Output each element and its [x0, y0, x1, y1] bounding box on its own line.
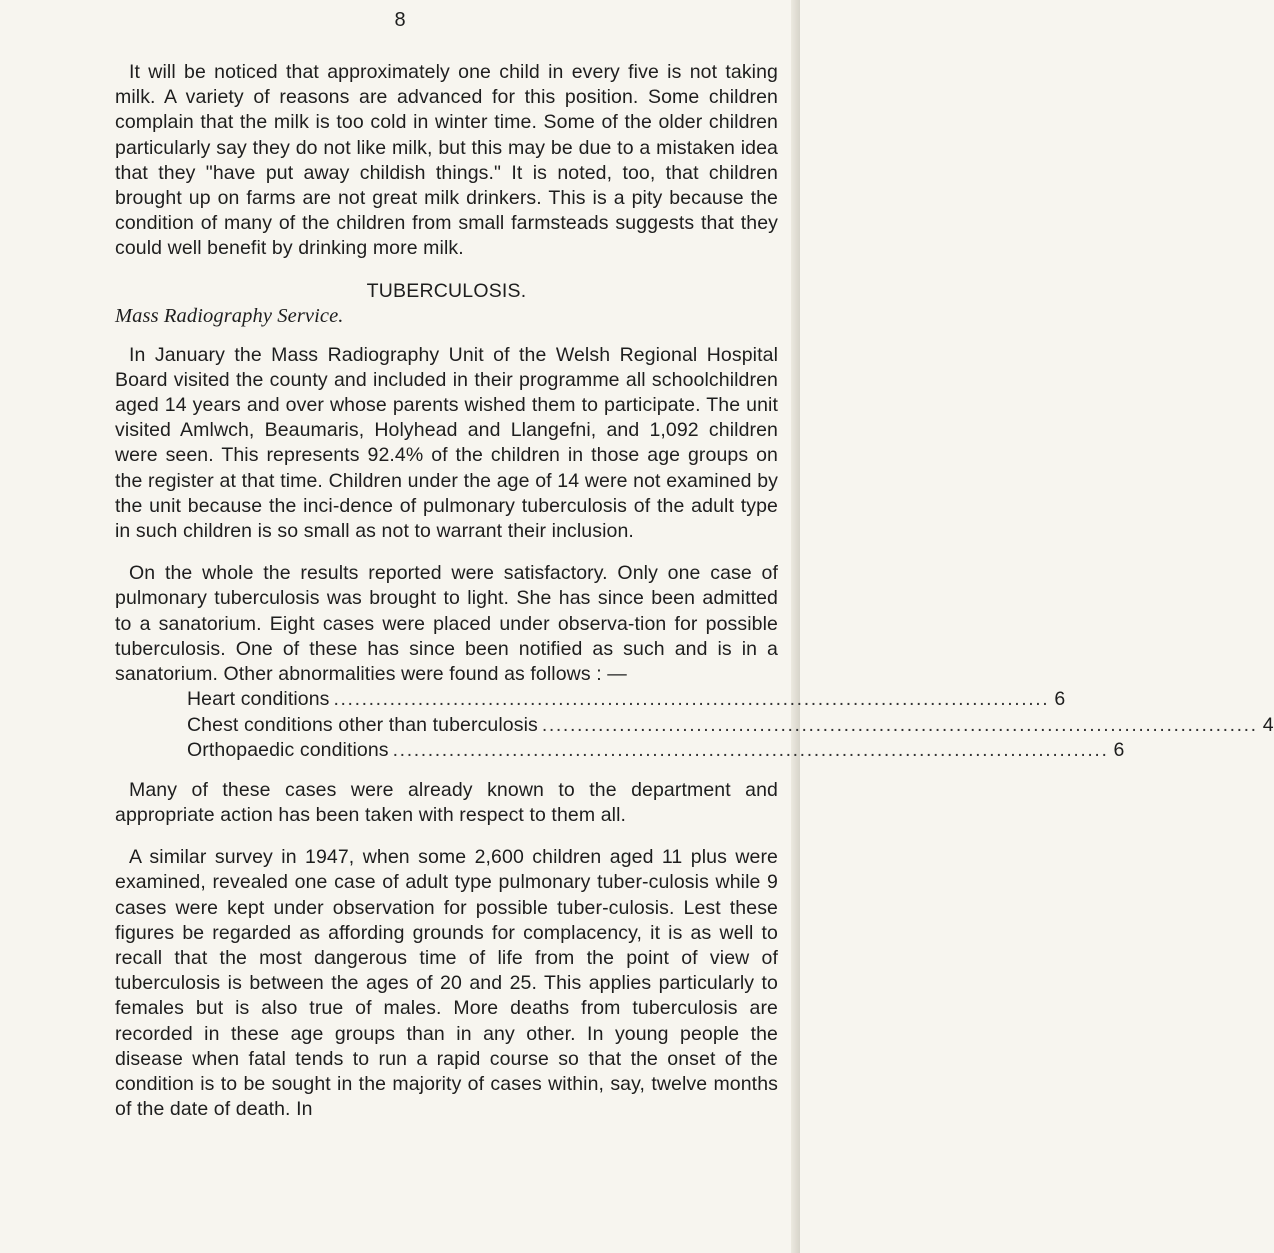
intro-paragraph: It will be noticed that approximately one child in every five is not taking milk. A variety of reasons are advanced for this position. Some children complain that the milk is too cold in winter time. Some of the older children particularly say they do not like milk, but this may be due to a mistaken idea that they "have put away childish things." It is noted, too, that children brought up on farms are not great milk drinkers. This is a pity because the condition of many of the children from small farmsteads suggests that they could well benefit by drinking more milk.	[115, 61, 778, 260]
paragraph-mass-radiography: In January the Mass Radiography Unit of the Welsh Regional Hospital Board visited the county and included in their programme all schoolchildren aged 14 years and over whose parents wished them to participate. The unit visited Amlwch, Beaumaris, Holyhead and Llangefni, and 1,092 children were seen. This represents 92.4% of the children in those age groups on the register at that time. Children under the age of 14 were not examined by the unit because the inci-dence of pulmonary tuberculosis of the adult type in such children is so small as not to warrant their inclusion.	[115, 343, 778, 543]
list-item	[187, 687, 1066, 713]
spacer	[115, 828, 778, 845]
list-item-label: Chest conditions other than tuberculosis	[187, 713, 538, 736]
section-heading: TUBERCULOSIS.	[366, 279, 527, 302]
subsection-heading: Mass Radiography Service.	[115, 304, 344, 327]
spacer	[115, 764, 778, 778]
list-item-label: Heart conditions	[187, 688, 330, 711]
spacer	[115, 262, 778, 279]
list-item-value: 6	[1113, 739, 1125, 762]
paragraph-1947-survey: A similar survey in 1947, when some 2,600 children aged 11 plus were examined, revealed one case of adult type pulmonary tuber-culosis while 9 cases were kept under observation for possible tuber-culosis. Lest these figures be regarded as affording grounds for complacency, it is as well to recall that the most dangerous time of life from the point of view of tuberculosis is between the ages of 20 and 25. This applies particularly to females but is also true of males. More deaths from tuberculosis are recorded in these age groups than in any other. In young people the disease when fatal tends to run a rapid course so that the onset of the condition is to be sought in the majority of cases within, say, twelve months of the date of death. In	[115, 846, 778, 1121]
dot-leader: ......................................................................................................	[392, 739, 1109, 762]
list-item-value: 4	[1262, 713, 1274, 736]
dot-leader: ......................................................................................................	[333, 688, 1050, 711]
abnormalities-list	[115, 687, 1274, 764]
dot-leader: ......................................................................................................	[541, 713, 1258, 736]
list-item	[187, 713, 1274, 739]
page-content	[115, 60, 1274, 1122]
page-number: 8	[394, 9, 406, 31]
list-item-value: 6	[1054, 688, 1066, 711]
scan-edge-shadow	[791, 0, 800, 1253]
spacer	[115, 329, 778, 343]
spacer	[115, 544, 778, 561]
list-item-label: Orthopaedic conditions	[187, 739, 389, 762]
list-item	[187, 738, 1125, 764]
paragraph-results: On the whole the results reported were satisfactory. Only one case of pulmonary tuberculosis was brought to light. She has since been admitted to a sanatorium. Eight cases were placed under observa-tion for possible tuberculosis. One of these has since been notified as such and is in a sanatorium. Other abnormalities were found as follows : —	[115, 562, 778, 686]
paragraph-known-cases: Many of these cases were already known to the department and appropriate action has been taken with respect to them all.	[115, 778, 778, 826]
